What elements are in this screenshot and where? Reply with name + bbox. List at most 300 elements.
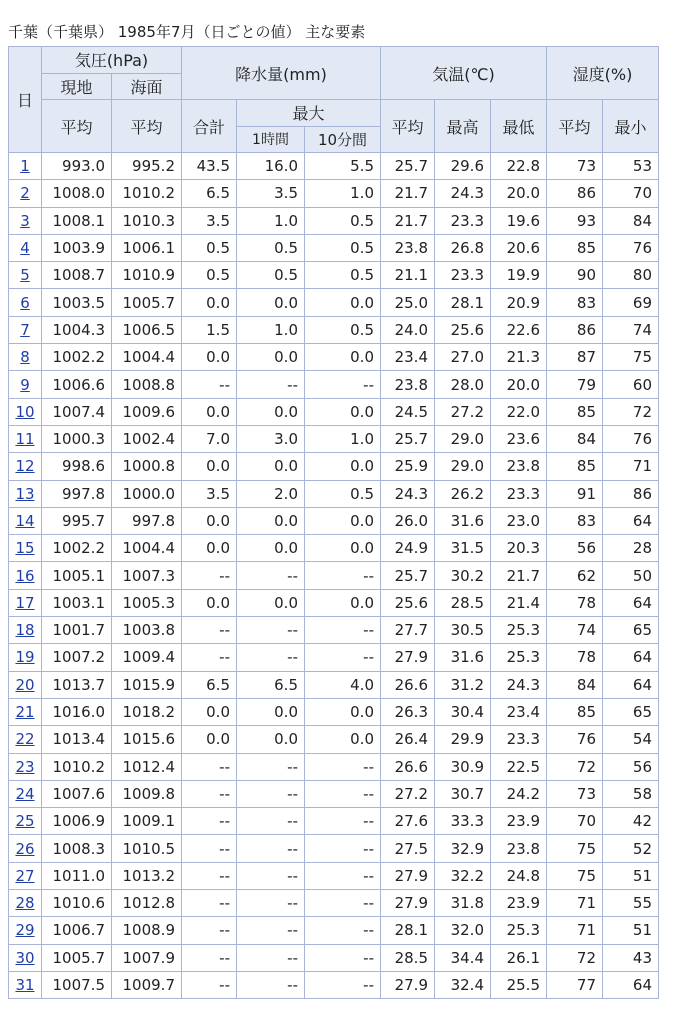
cell-p-st: 1010.6 xyxy=(42,890,112,917)
cell-p-sea: 1009.8 xyxy=(112,780,182,807)
cell-t-avg: 25.7 xyxy=(381,562,435,589)
cell-h-avg: 83 xyxy=(547,289,603,316)
cell-t-lo: 20.6 xyxy=(491,234,547,261)
day-link[interactable]: 19 xyxy=(15,648,35,667)
cell-pr-1h: 0.0 xyxy=(237,398,305,425)
cell-h-avg: 84 xyxy=(547,671,603,698)
cell-pr-1h: -- xyxy=(237,835,305,862)
header-precip-max: 最大 xyxy=(237,100,381,127)
cell-pr-1h: 0.0 xyxy=(237,535,305,562)
cell-t-hi: 32.2 xyxy=(435,862,491,889)
cell-pr-10m: -- xyxy=(305,808,381,835)
day-cell xyxy=(9,617,42,644)
cell-t-hi: 30.9 xyxy=(435,753,491,780)
cell-h-avg: 91 xyxy=(547,480,603,507)
cell-t-avg: 27.6 xyxy=(381,808,435,835)
cell-h-avg: 83 xyxy=(547,507,603,534)
day-link[interactable]: 6 xyxy=(20,293,30,312)
day-link[interactable]: 24 xyxy=(15,784,35,803)
cell-p-sea: 1007.3 xyxy=(112,562,182,589)
day-cell xyxy=(9,207,42,234)
cell-h-avg: 56 xyxy=(547,535,603,562)
cell-h-avg: 77 xyxy=(547,971,603,998)
day-link[interactable]: 20 xyxy=(15,675,35,694)
header-precip-total: 合計 xyxy=(182,100,237,153)
day-link[interactable]: 2 xyxy=(20,184,30,203)
cell-h-min: 51 xyxy=(603,917,659,944)
table-row xyxy=(9,234,659,261)
cell-pr-1h: -- xyxy=(237,890,305,917)
cell-pr-10m: 0.5 xyxy=(305,207,381,234)
header-humidity-avg: 平均 xyxy=(547,100,603,153)
cell-p-sea: 1006.1 xyxy=(112,234,182,261)
page-title: 千葉（千葉県） 1985年7月（日ごとの値） 主な要素 xyxy=(8,23,366,41)
cell-t-lo: 20.0 xyxy=(491,180,547,207)
day-cell xyxy=(9,234,42,261)
cell-p-sea: 1002.4 xyxy=(112,425,182,452)
table-row xyxy=(9,726,659,753)
cell-pr-10m: -- xyxy=(305,944,381,971)
cell-h-min: 72 xyxy=(603,398,659,425)
cell-t-lo: 26.1 xyxy=(491,944,547,971)
day-link[interactable]: 25 xyxy=(15,812,35,831)
day-cell xyxy=(9,535,42,562)
cell-t-lo: 20.9 xyxy=(491,289,547,316)
cell-pr-10m: 0.5 xyxy=(305,234,381,261)
cell-t-lo: 25.3 xyxy=(491,917,547,944)
day-cell xyxy=(9,971,42,998)
cell-h-min: 65 xyxy=(603,698,659,725)
day-cell xyxy=(9,726,42,753)
table-row xyxy=(9,371,659,398)
cell-h-min: 56 xyxy=(603,753,659,780)
cell-t-hi: 23.3 xyxy=(435,262,491,289)
cell-pr-1h: 0.0 xyxy=(237,698,305,725)
cell-t-avg: 27.2 xyxy=(381,780,435,807)
cell-p-st: 993.0 xyxy=(42,153,112,180)
cell-h-min: 50 xyxy=(603,562,659,589)
cell-pr-1h: -- xyxy=(237,917,305,944)
cell-pr-10m: 0.0 xyxy=(305,398,381,425)
cell-h-avg: 86 xyxy=(547,180,603,207)
day-cell xyxy=(9,398,42,425)
cell-t-avg: 25.7 xyxy=(381,425,435,452)
cell-p-st: 1002.2 xyxy=(42,344,112,371)
cell-t-avg: 23.8 xyxy=(381,234,435,261)
day-link[interactable]: 4 xyxy=(20,239,30,258)
day-link[interactable]: 17 xyxy=(15,593,35,612)
cell-p-st: 1005.1 xyxy=(42,562,112,589)
cell-t-hi: 28.5 xyxy=(435,589,491,616)
day-link[interactable]: 22 xyxy=(15,730,35,749)
table-row xyxy=(9,316,659,343)
table-row xyxy=(9,425,659,452)
table-row xyxy=(9,507,659,534)
cell-h-min: 64 xyxy=(603,507,659,534)
cell-t-avg: 27.9 xyxy=(381,644,435,671)
cell-t-avg: 27.9 xyxy=(381,890,435,917)
cell-p-sea: 1008.9 xyxy=(112,917,182,944)
day-cell xyxy=(9,698,42,725)
cell-h-avg: 75 xyxy=(547,835,603,862)
cell-pr-1h: 3.5 xyxy=(237,180,305,207)
cell-p-sea: 995.2 xyxy=(112,153,182,180)
cell-p-st: 1007.5 xyxy=(42,971,112,998)
day-cell xyxy=(9,180,42,207)
header-humidity: 湿度(%) xyxy=(547,47,659,100)
header-temp-avg: 平均 xyxy=(381,100,435,153)
cell-h-avg: 86 xyxy=(547,316,603,343)
cell-t-hi: 27.2 xyxy=(435,398,491,425)
day-link[interactable]: 29 xyxy=(15,921,35,940)
day-link[interactable]: 5 xyxy=(20,266,30,285)
cell-h-min: 64 xyxy=(603,971,659,998)
cell-pr-tot: -- xyxy=(182,780,237,807)
table-row xyxy=(9,207,659,234)
cell-t-hi: 31.8 xyxy=(435,890,491,917)
cell-h-avg: 62 xyxy=(547,562,603,589)
cell-h-avg: 85 xyxy=(547,453,603,480)
cell-h-avg: 85 xyxy=(547,398,603,425)
header-pressure-station-avg: 平均 xyxy=(42,100,112,153)
table-row xyxy=(9,917,659,944)
cell-p-sea: 1000.0 xyxy=(112,480,182,507)
cell-pr-10m: 0.0 xyxy=(305,589,381,616)
cell-p-sea: 1010.9 xyxy=(112,262,182,289)
cell-pr-1h: 0.0 xyxy=(237,344,305,371)
cell-pr-tot: -- xyxy=(182,644,237,671)
cell-t-lo: 24.8 xyxy=(491,862,547,889)
cell-h-avg: 73 xyxy=(547,780,603,807)
header-pressure-sea-avg: 平均 xyxy=(112,100,182,153)
cell-h-avg: 75 xyxy=(547,862,603,889)
cell-t-hi: 29.9 xyxy=(435,726,491,753)
day-link[interactable]: 28 xyxy=(15,894,35,913)
day-cell xyxy=(9,262,42,289)
cell-t-lo: 19.9 xyxy=(491,262,547,289)
cell-pr-10m: 0.5 xyxy=(305,316,381,343)
cell-t-lo: 20.3 xyxy=(491,535,547,562)
cell-t-hi: 24.3 xyxy=(435,180,491,207)
cell-pr-1h: 0.5 xyxy=(237,234,305,261)
cell-h-min: 43 xyxy=(603,944,659,971)
day-link[interactable]: 7 xyxy=(20,320,30,339)
cell-p-sea: 1008.8 xyxy=(112,371,182,398)
cell-t-hi: 29.0 xyxy=(435,453,491,480)
cell-t-lo: 24.2 xyxy=(491,780,547,807)
cell-pr-tot: 0.0 xyxy=(182,698,237,725)
table-row xyxy=(9,562,659,589)
cell-pr-tot: 0.0 xyxy=(182,726,237,753)
cell-h-avg: 71 xyxy=(547,917,603,944)
table-row xyxy=(9,890,659,917)
cell-pr-tot: 7.0 xyxy=(182,425,237,452)
cell-t-avg: 26.4 xyxy=(381,726,435,753)
cell-t-hi: 25.6 xyxy=(435,316,491,343)
cell-pr-1h: 3.0 xyxy=(237,425,305,452)
table-row xyxy=(9,535,659,562)
cell-p-sea: 1010.5 xyxy=(112,835,182,862)
table-row xyxy=(9,862,659,889)
cell-h-avg: 73 xyxy=(547,153,603,180)
cell-pr-10m: 0.0 xyxy=(305,726,381,753)
header-day: 日 xyxy=(9,47,42,153)
cell-p-st: 1013.4 xyxy=(42,726,112,753)
day-link[interactable]: 8 xyxy=(20,348,30,367)
cell-pr-tot: 0.5 xyxy=(182,234,237,261)
cell-pr-1h: 1.0 xyxy=(237,207,305,234)
cell-t-lo: 23.9 xyxy=(491,808,547,835)
cell-p-sea: 1009.4 xyxy=(112,644,182,671)
cell-pr-10m: 5.5 xyxy=(305,153,381,180)
day-link[interactable]: 15 xyxy=(15,539,35,558)
cell-p-sea: 1007.9 xyxy=(112,944,182,971)
cell-pr-10m: -- xyxy=(305,753,381,780)
cell-pr-tot: 43.5 xyxy=(182,153,237,180)
cell-h-min: 55 xyxy=(603,890,659,917)
cell-t-lo: 22.8 xyxy=(491,153,547,180)
day-link[interactable]: 3 xyxy=(20,211,30,230)
cell-t-hi: 31.6 xyxy=(435,644,491,671)
day-cell xyxy=(9,480,42,507)
cell-p-st: 1004.3 xyxy=(42,316,112,343)
day-link[interactable]: 16 xyxy=(15,566,35,585)
cell-t-avg: 24.5 xyxy=(381,398,435,425)
cell-p-sea: 1006.5 xyxy=(112,316,182,343)
cell-pr-10m: -- xyxy=(305,644,381,671)
cell-pr-1h: -- xyxy=(237,753,305,780)
cell-pr-tot: 6.5 xyxy=(182,180,237,207)
cell-h-min: 58 xyxy=(603,780,659,807)
cell-t-lo: 22.0 xyxy=(491,398,547,425)
cell-h-min: 51 xyxy=(603,862,659,889)
cell-p-st: 1003.1 xyxy=(42,589,112,616)
day-link[interactable]: 21 xyxy=(15,703,35,722)
cell-pr-10m: -- xyxy=(305,780,381,807)
cell-h-avg: 72 xyxy=(547,944,603,971)
cell-pr-1h: 0.0 xyxy=(237,289,305,316)
cell-p-st: 1007.4 xyxy=(42,398,112,425)
cell-p-st: 997.8 xyxy=(42,480,112,507)
cell-p-sea: 1013.2 xyxy=(112,862,182,889)
cell-p-st: 1001.7 xyxy=(42,617,112,644)
cell-t-avg: 27.9 xyxy=(381,971,435,998)
cell-p-sea: 1003.8 xyxy=(112,617,182,644)
header-temp-low: 最低 xyxy=(491,100,547,153)
day-link[interactable]: 9 xyxy=(20,375,30,394)
cell-pr-10m: -- xyxy=(305,562,381,589)
cell-pr-tot: 0.0 xyxy=(182,453,237,480)
cell-t-lo: 24.3 xyxy=(491,671,547,698)
cell-t-avg: 24.3 xyxy=(381,480,435,507)
cell-pr-tot: -- xyxy=(182,753,237,780)
cell-p-st: 1000.3 xyxy=(42,425,112,452)
cell-pr-tot: 3.5 xyxy=(182,207,237,234)
cell-p-st: 1006.9 xyxy=(42,808,112,835)
cell-t-avg: 25.7 xyxy=(381,153,435,180)
cell-pr-tot: -- xyxy=(182,890,237,917)
cell-p-sea: 1015.6 xyxy=(112,726,182,753)
cell-p-st: 1008.1 xyxy=(42,207,112,234)
table-row xyxy=(9,971,659,998)
cell-p-st: 1008.3 xyxy=(42,835,112,862)
day-link[interactable]: 27 xyxy=(15,866,35,885)
cell-pr-10m: -- xyxy=(305,835,381,862)
cell-pr-tot: 0.5 xyxy=(182,262,237,289)
table-row xyxy=(9,453,659,480)
cell-pr-tot: -- xyxy=(182,617,237,644)
cell-t-hi: 26.2 xyxy=(435,480,491,507)
cell-h-avg: 71 xyxy=(547,890,603,917)
cell-h-avg: 93 xyxy=(547,207,603,234)
day-link[interactable]: 12 xyxy=(15,457,35,476)
day-link[interactable]: 14 xyxy=(15,512,35,530)
day-cell xyxy=(9,344,42,371)
cell-pr-1h: 0.0 xyxy=(237,726,305,753)
cell-t-hi: 30.5 xyxy=(435,617,491,644)
cell-h-min: 74 xyxy=(603,316,659,343)
header-precip-10m: 10分間 xyxy=(305,126,381,153)
cell-pr-1h: -- xyxy=(237,971,305,998)
cell-t-hi: 27.0 xyxy=(435,344,491,371)
cell-t-lo: 23.4 xyxy=(491,698,547,725)
cell-p-st: 1003.9 xyxy=(42,234,112,261)
cell-h-min: 52 xyxy=(603,835,659,862)
cell-pr-10m: 0.5 xyxy=(305,480,381,507)
cell-t-avg: 27.7 xyxy=(381,617,435,644)
cell-pr-10m: -- xyxy=(305,890,381,917)
day-cell xyxy=(9,890,42,917)
day-link[interactable]: 13 xyxy=(15,484,35,503)
cell-pr-tot: -- xyxy=(182,562,237,589)
cell-t-avg: 27.9 xyxy=(381,862,435,889)
cell-h-avg: 70 xyxy=(547,808,603,835)
cell-t-lo: 21.3 xyxy=(491,344,547,371)
table-row xyxy=(9,398,659,425)
cell-h-min: 28 xyxy=(603,535,659,562)
cell-t-lo: 19.6 xyxy=(491,207,547,234)
cell-pr-10m: -- xyxy=(305,862,381,889)
cell-h-avg: 90 xyxy=(547,262,603,289)
table-header xyxy=(9,47,659,153)
header-pressure-station: 現地 xyxy=(42,73,112,100)
cell-t-lo: 21.4 xyxy=(491,589,547,616)
table-row xyxy=(9,835,659,862)
day-cell xyxy=(9,917,42,944)
day-cell xyxy=(9,944,42,971)
cell-t-avg: 23.4 xyxy=(381,344,435,371)
cell-h-avg: 79 xyxy=(547,371,603,398)
cell-p-st: 1008.7 xyxy=(42,262,112,289)
table-body xyxy=(9,153,659,999)
header-temp-high: 最高 xyxy=(435,100,491,153)
cell-h-avg: 78 xyxy=(547,589,603,616)
table-row xyxy=(9,480,659,507)
table-row xyxy=(9,944,659,971)
day-link[interactable]: 10 xyxy=(15,402,35,421)
cell-t-lo: 20.0 xyxy=(491,371,547,398)
cell-h-min: 54 xyxy=(603,726,659,753)
cell-t-avg: 24.0 xyxy=(381,316,435,343)
day-link[interactable]: 1 xyxy=(20,157,30,176)
cell-h-avg: 76 xyxy=(547,726,603,753)
cell-p-sea: 1018.2 xyxy=(112,698,182,725)
day-cell xyxy=(9,671,42,698)
table-row xyxy=(9,589,659,616)
cell-p-st: 1007.2 xyxy=(42,644,112,671)
table-row xyxy=(9,671,659,698)
cell-p-sea: 1005.3 xyxy=(112,589,182,616)
cell-pr-10m: -- xyxy=(305,971,381,998)
cell-t-hi: 31.6 xyxy=(435,507,491,534)
day-cell xyxy=(9,780,42,807)
cell-h-avg: 84 xyxy=(547,425,603,452)
cell-t-avg: 28.5 xyxy=(381,944,435,971)
cell-h-avg: 85 xyxy=(547,698,603,725)
cell-t-lo: 25.3 xyxy=(491,617,547,644)
cell-pr-1h: 0.0 xyxy=(237,453,305,480)
day-link[interactable]: 26 xyxy=(15,839,35,858)
cell-p-st: 1005.7 xyxy=(42,944,112,971)
daily-weather-table xyxy=(8,46,659,999)
day-link[interactable]: 30 xyxy=(15,948,35,967)
cell-p-sea: 1012.8 xyxy=(112,890,182,917)
table-row xyxy=(9,262,659,289)
cell-h-min: 76 xyxy=(603,234,659,261)
cell-t-lo: 25.5 xyxy=(491,971,547,998)
cell-p-sea: 1009.7 xyxy=(112,971,182,998)
cell-p-sea: 1012.4 xyxy=(112,753,182,780)
day-link[interactable]: 11 xyxy=(15,430,35,449)
cell-p-st: 1006.7 xyxy=(42,917,112,944)
cell-pr-10m: -- xyxy=(305,917,381,944)
cell-pr-1h: -- xyxy=(237,644,305,671)
day-link[interactable]: 31 xyxy=(15,976,35,995)
cell-h-avg: 72 xyxy=(547,753,603,780)
cell-pr-1h: -- xyxy=(237,371,305,398)
cell-h-avg: 87 xyxy=(547,344,603,371)
day-link[interactable]: 18 xyxy=(15,621,35,640)
cell-pr-tot: 0.0 xyxy=(182,344,237,371)
cell-h-min: 65 xyxy=(603,617,659,644)
cell-t-avg: 27.5 xyxy=(381,835,435,862)
cell-t-avg: 21.7 xyxy=(381,207,435,234)
cell-p-st: 1003.5 xyxy=(42,289,112,316)
cell-p-st: 1011.0 xyxy=(42,862,112,889)
cell-t-hi: 29.0 xyxy=(435,425,491,452)
cell-pr-10m: 0.0 xyxy=(305,507,381,534)
cell-t-lo: 21.7 xyxy=(491,562,547,589)
cell-pr-1h: 2.0 xyxy=(237,480,305,507)
cell-p-st: 1013.7 xyxy=(42,671,112,698)
cell-t-hi: 31.2 xyxy=(435,671,491,698)
day-cell xyxy=(9,153,42,180)
cell-t-avg: 21.7 xyxy=(381,180,435,207)
header-pressure: 気圧(hPa) xyxy=(42,47,182,74)
table-row xyxy=(9,344,659,371)
cell-p-sea: 1009.1 xyxy=(112,808,182,835)
cell-h-min: 80 xyxy=(603,262,659,289)
cell-t-hi: 32.0 xyxy=(435,917,491,944)
day-link[interactable]: 23 xyxy=(15,757,35,776)
cell-pr-1h: 0.5 xyxy=(237,262,305,289)
cell-pr-10m: 4.0 xyxy=(305,671,381,698)
cell-pr-tot: -- xyxy=(182,971,237,998)
day-cell xyxy=(9,589,42,616)
cell-t-avg: 24.9 xyxy=(381,535,435,562)
cell-t-lo: 23.3 xyxy=(491,480,547,507)
cell-t-hi: 32.4 xyxy=(435,971,491,998)
